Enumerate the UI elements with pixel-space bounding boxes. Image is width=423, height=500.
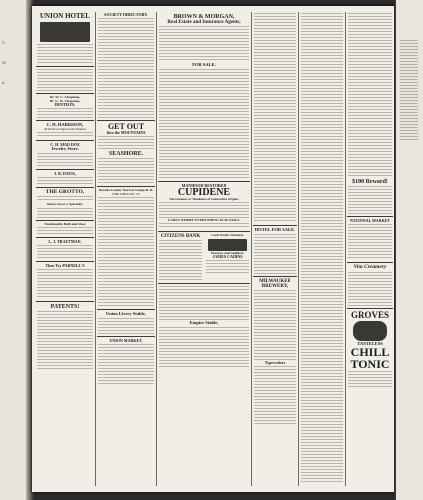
adjacent-left-page: S W A [0,0,30,500]
groves-heading: GROVES [350,309,389,320]
tonic-heading: TONIC [350,357,390,371]
real-estate-heading: Real Estate and Insurance Agents, [167,20,241,25]
grotto-heading: THE GROTTO, [45,188,85,195]
manhood-heading: MANHOOD RESTORED [181,182,227,188]
pig-engraving [353,321,387,341]
jewelry-heading: Jewelry Store. [51,146,79,152]
cash-works-heading: Cash Works Wonders [211,233,244,238]
brewery-heading: BREWERY, [261,283,289,289]
column-6 [347,12,393,486]
time-table-heading: TIME TABLE NO. 74. [111,191,141,196]
hotel-sale-heading: HOTEL FOR SALE. [254,227,296,232]
shaving-heading: Shave Savor a Specialty. [46,202,84,207]
harrison-sub: All Kinds of Cigars and Tobacco [43,126,87,131]
get-out-heading: GET OUT [107,122,145,131]
milwaukee-heading: MILWAUKEE [259,278,291,284]
empire-stable-heading: Empire Stable, [189,320,219,326]
union-market-heading: UNION MARKET, [109,337,143,343]
seashore-heading: SEASHORE. [108,151,144,157]
column-2 [97,12,155,486]
column-4 [253,12,297,486]
cupidene-sub: Nervousness or Weakness of Generative Organs [169,196,239,201]
national-market-heading: NATIONAL MARKET [349,218,391,223]
dentists-heading: DENTISTS. [54,102,76,107]
for-sale-heading: FOR SALE. [192,62,216,67]
column-1 [36,12,94,486]
citizens-bank-heading: CITIZENS BANK [160,234,201,240]
brown-morgan-heading: BROWN & MORGAN, [173,14,235,20]
typewriters-heading: Typewriters [264,359,286,365]
society-directory-heading: SOCIETY DIRECTORY. [104,12,148,17]
column-3 [158,12,250,486]
doctors-ad-1: Dr. W. C. Chapman, [49,95,81,99]
reward-heading: $100 Reward! [352,179,388,185]
hotel-engraving [40,22,90,42]
union-livery-heading: Union Livery Stable, [106,311,146,317]
davis-heading: J. R. DAVIS, [54,170,76,176]
fashionable-heading: Fashionable Bath and Shoe [44,221,86,226]
harness-heading: Harness and Saddlery [210,250,245,255]
narrow-gauge-heading: Nevada County Narrow Gauge R. R. [98,188,154,192]
mountains-heading: Into the MOUNTAINS [106,130,146,135]
tasteless-heading: TASTELESS [357,340,383,346]
vim-creamery-heading: Vim Creamery [353,264,387,270]
mad-dox-heading: C. H. MAD DOX [50,142,80,148]
newspaper-page [32,6,396,492]
james-cairns-heading: JAMES CAIRNS [212,254,243,260]
parnell-heading: Then Try PARNELL'S [45,263,85,269]
union-hotel-heading: UNION HOTEL [40,12,90,20]
column-5 [300,12,344,486]
harrison-heading: C. H. HARRISON, [46,122,84,127]
patents-heading: PATENTS! [50,304,80,311]
doctors-ad-2: Dr. G. W. Chapman, [49,98,81,103]
trautman-heading: L. J. TRAUTMAN, [48,239,82,245]
chill-heading: CHILL [350,345,390,359]
cures-line: CURES WHERE EVERYTHING ELSE FAILS. [167,217,241,222]
harness-engraving [208,239,247,251]
cupidene-heading: CUPIDENE [177,186,231,198]
adjacent-right-page [396,0,423,500]
